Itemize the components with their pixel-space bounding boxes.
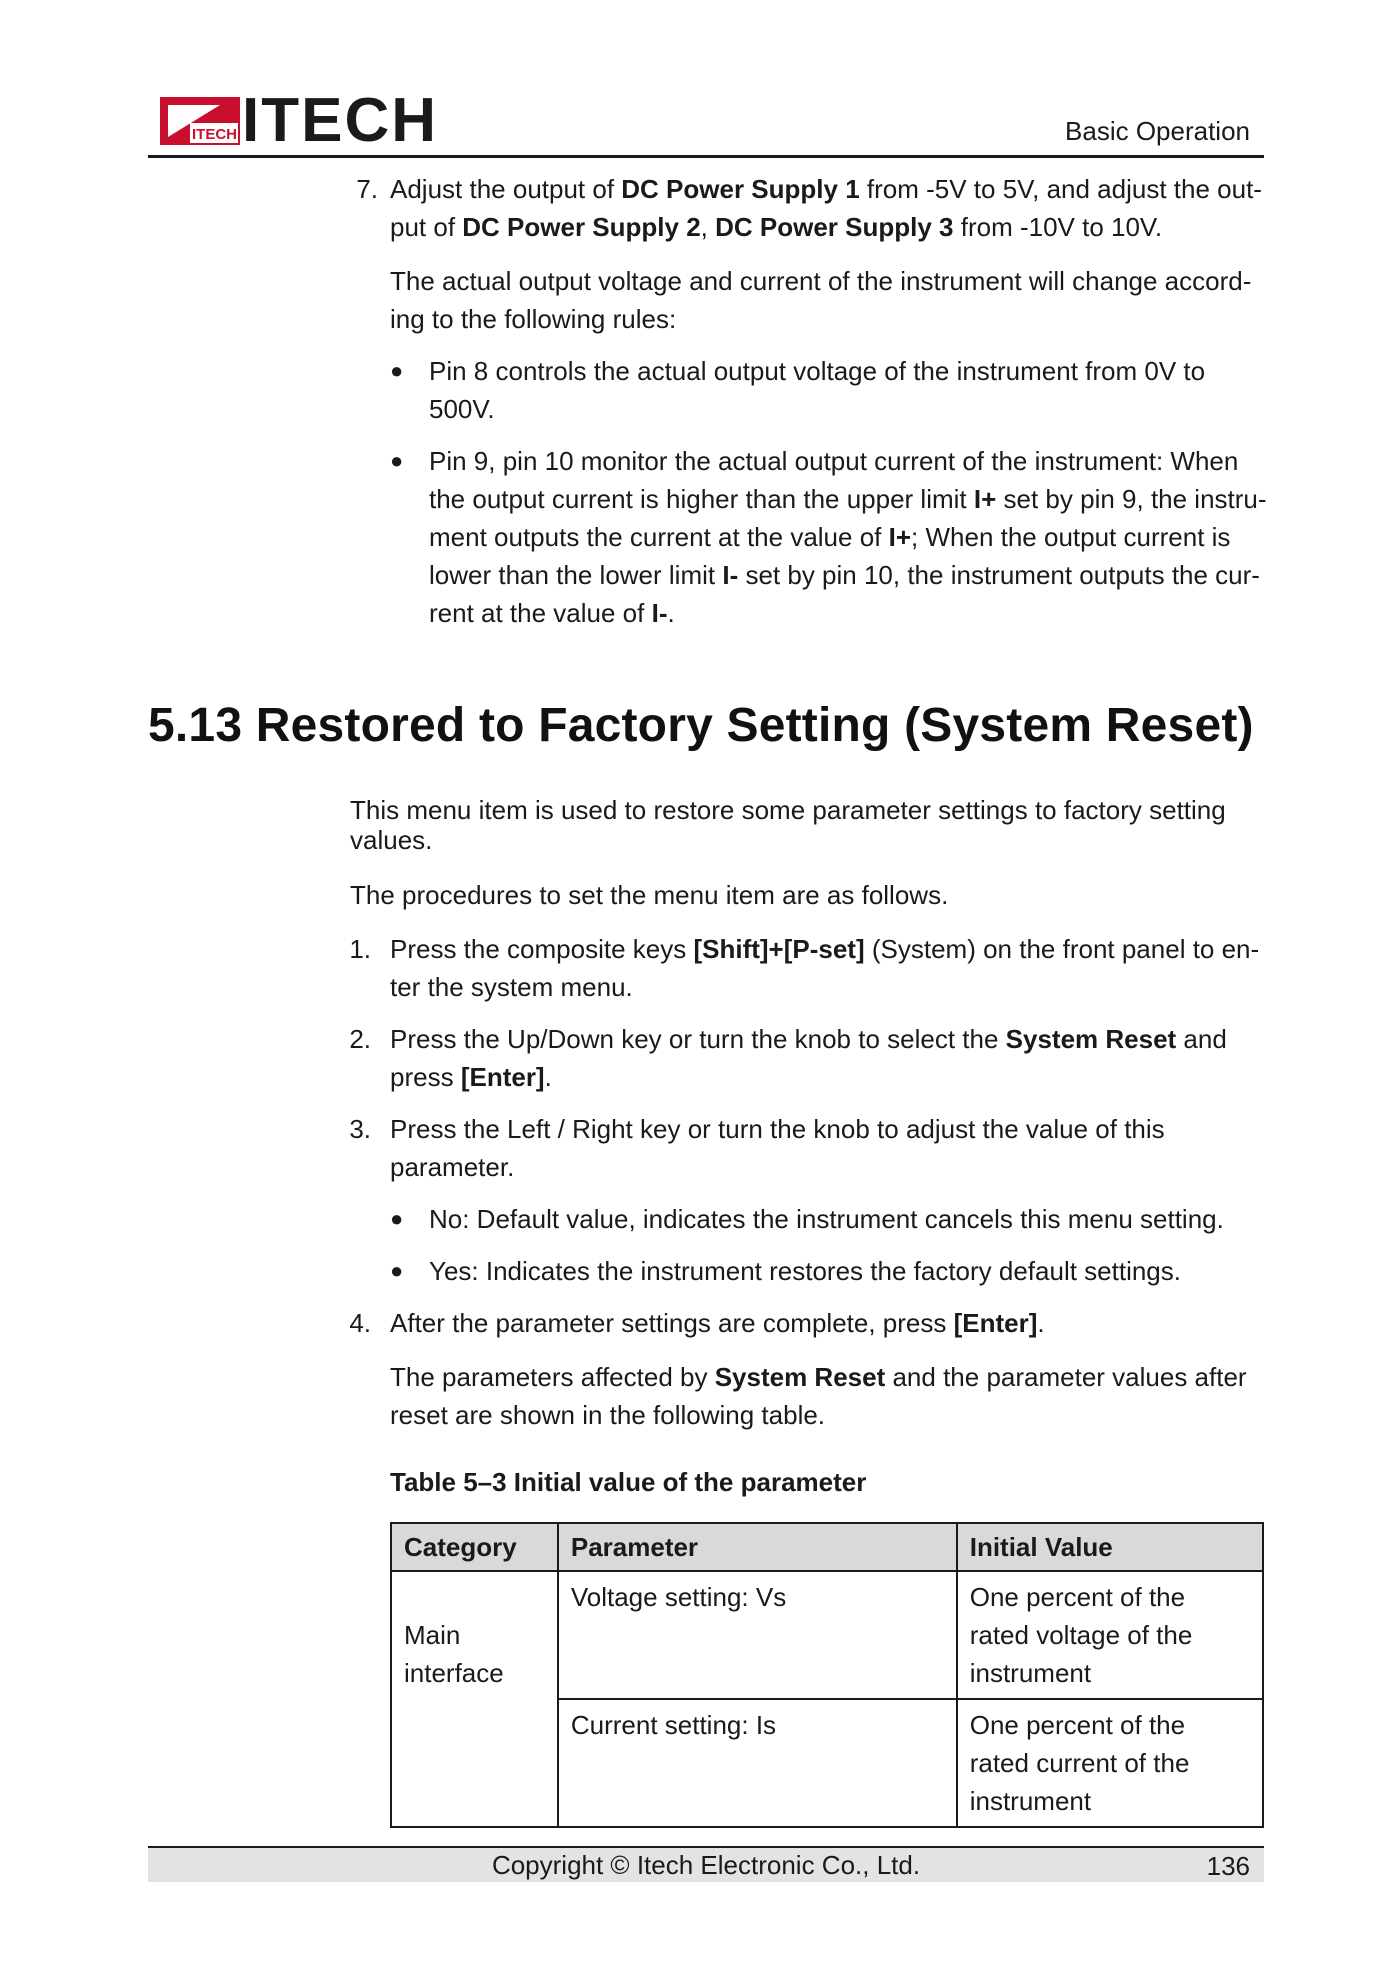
parameter-cell: Voltage setting: Vs bbox=[558, 1571, 957, 1699]
header-divider bbox=[148, 155, 1264, 158]
step-1-line-1: Press the composite keys [Shift]+[P-set] (System) on the front panel to en- bbox=[390, 934, 1260, 964]
pin8-bullet-line-2: 500V. bbox=[429, 394, 495, 424]
step-4-line-1: After the parameter settings are complete, press [Enter]. bbox=[390, 1308, 1045, 1338]
logo-wordmark: ITECH bbox=[242, 86, 438, 155]
category-cell: Main interface bbox=[391, 1571, 558, 1827]
copyright-notice: Copyright © Itech Electronic Co., Ltd. bbox=[491, 1850, 921, 1880]
itech-logo bbox=[160, 86, 438, 155]
page-number: 136 bbox=[1206, 1851, 1250, 1881]
bullet-icon: ● bbox=[390, 358, 404, 383]
pin9-10-bullet-line-4: lower than the lower limit I- set by pin 10, the instrument outputs the cur- bbox=[429, 560, 1260, 590]
pin9-10-bullet-line-3: ment outputs the current at the value of I+; When the output current is bbox=[429, 522, 1231, 552]
procedures-intro: The procedures to set the menu item are as follows. bbox=[350, 880, 949, 910]
pin9-10-bullet-line-5: rent at the value of I-. bbox=[429, 598, 675, 628]
initial-value-cell: One percent of the rated voltage of the instrument bbox=[957, 1571, 1263, 1699]
parameter-table bbox=[390, 1522, 1264, 1828]
step-7-line-2: put of DC Power Supply 2, DC Power Supply 3 from -10V to 10V. bbox=[390, 212, 1163, 242]
bullet-icon: ● bbox=[390, 1206, 404, 1231]
intro-line-1: This menu item is used to restore some parameter settings to factory setting bbox=[350, 795, 1226, 825]
column-header-category: Category bbox=[391, 1523, 558, 1571]
pin8-bullet-line-1: Pin 8 controls the actual output voltage of the instrument from 0V to bbox=[429, 356, 1206, 386]
step-2-line-1: Press the Up/Down key or turn the knob to select the System Reset and bbox=[390, 1024, 1227, 1054]
pin9-10-bullet-line-2: the output current is higher than the upper limit I+ set by pin 9, the instru- bbox=[429, 484, 1267, 514]
pin9-10-bullet-line-1: Pin 9, pin 10 monitor the actual output current of the instrument: When bbox=[429, 446, 1239, 476]
output-rules-intro-line-1: The actual output voltage and current of the instrument will change accord- bbox=[390, 266, 1252, 296]
bullet-icon: ● bbox=[390, 448, 404, 473]
step-1-line-2: ter the system menu. bbox=[390, 972, 633, 1002]
step-3-line-2: parameter. bbox=[390, 1152, 515, 1182]
table-intro-line-2: reset are shown in the following table. bbox=[390, 1400, 826, 1430]
svg-text:ITECH: ITECH bbox=[192, 126, 237, 143]
column-header-initial-value: Initial Value bbox=[957, 1523, 1263, 1571]
option-no-bullet: No: Default value, indicates the instrument cancels this menu setting. bbox=[429, 1204, 1224, 1234]
step-2-line-2: press [Enter]. bbox=[390, 1062, 552, 1092]
parameter-cell: Current setting: Is bbox=[558, 1699, 957, 1827]
step-2-number: 2. bbox=[349, 1024, 371, 1054]
step-4-number: 4. bbox=[349, 1308, 371, 1338]
column-header-parameter: Parameter bbox=[558, 1523, 957, 1571]
option-yes-bullet: Yes: Indicates the instrument restores the factory default settings. bbox=[429, 1256, 1181, 1286]
step-7-line-1: Adjust the output of DC Power Supply 1 from -5V to 5V, and adjust the out- bbox=[390, 174, 1262, 204]
bullet-icon: ● bbox=[390, 1258, 404, 1283]
table-intro-line-1: The parameters affected by System Reset and the parameter values after bbox=[390, 1362, 1247, 1392]
step-7-number: 7. bbox=[356, 174, 378, 204]
table-row bbox=[391, 1571, 1263, 1699]
table-header-row bbox=[391, 1523, 1263, 1571]
running-section-title: Basic Operation bbox=[1065, 116, 1250, 146]
initial-value-cell: One percent of the rated current of the instrument bbox=[957, 1699, 1263, 1827]
section-heading: 5.13 Restored to Factory Setting (System Reset) bbox=[148, 699, 1254, 752]
output-rules-intro-line-2: ing to the following rules: bbox=[390, 304, 677, 334]
step-1-number: 1. bbox=[349, 934, 371, 964]
step-3-number: 3. bbox=[349, 1114, 371, 1144]
intro-line-2: values. bbox=[350, 825, 433, 855]
table-caption: Table 5–3 Initial value of the parameter bbox=[390, 1467, 867, 1497]
itech-logo-mark-icon bbox=[160, 97, 240, 145]
step-3-line-1: Press the Left / Right key or turn the knob to adjust the value of this bbox=[390, 1114, 1165, 1144]
